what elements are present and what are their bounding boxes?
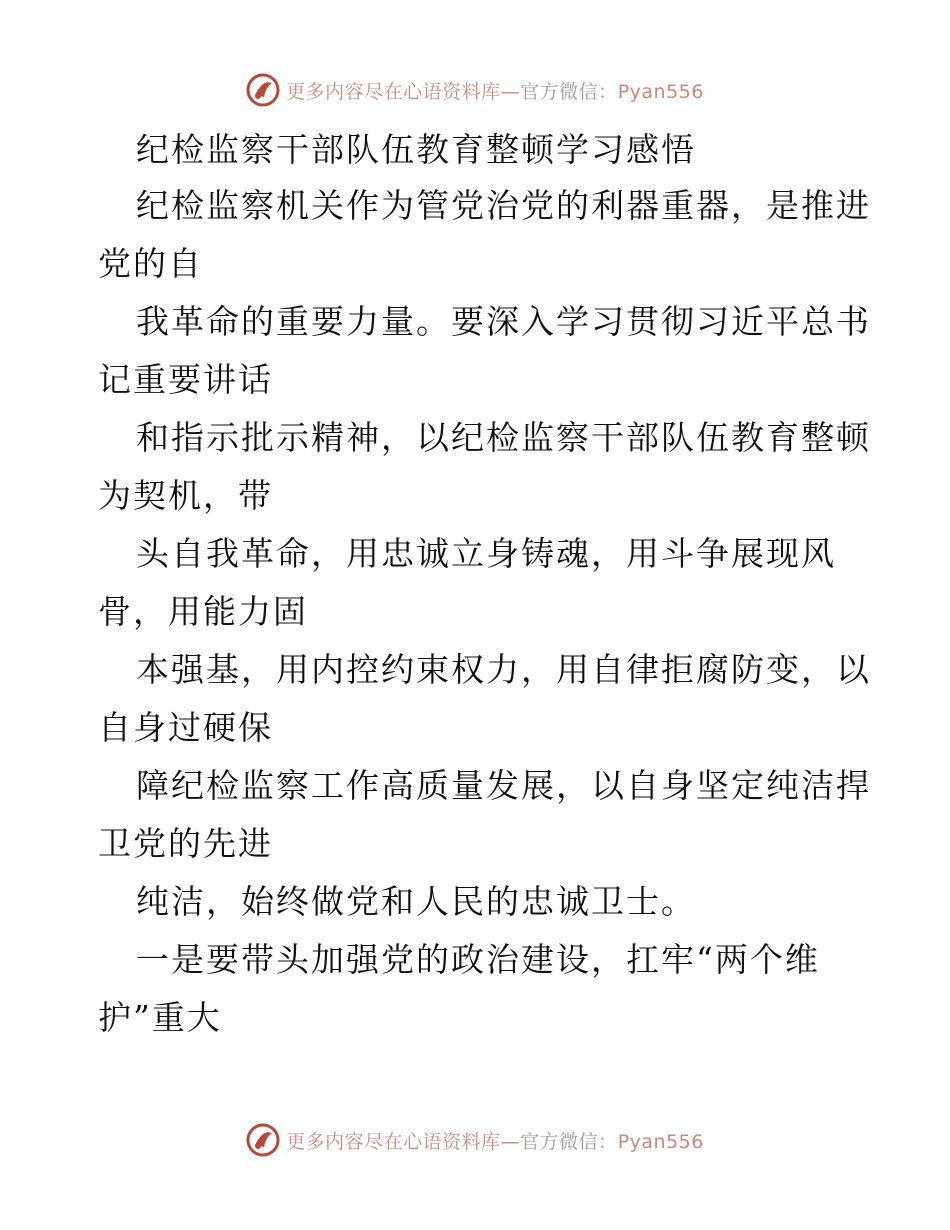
watermark-dash: — [500, 1130, 521, 1153]
doc-line: 头自我革命，用忠诚立身铸魂，用斗争展现风 [136, 534, 836, 573]
doc-line: 记重要讲话 [98, 360, 273, 399]
watermark-handle: Pyan556 [617, 80, 704, 103]
watermark-handle: Pyan556 [617, 1130, 704, 1153]
doc-line: 纪检监察机关作为管党治党的利器重器，是推进 [136, 186, 871, 225]
doc-line: 纯洁，始终做党和人民的忠诚卫士。 [136, 882, 696, 921]
doc-line: 本强基，用内控约束权力，用自律拒腐防变，以 [136, 650, 871, 689]
brand-logo-icon [246, 73, 280, 107]
watermark-text [286, 77, 704, 104]
footer-watermark [0, 1120, 950, 1160]
watermark-label: 官方微信： [520, 1130, 618, 1153]
doc-line: 为契机，带 [98, 476, 273, 515]
doc-line: 护”重大 [98, 998, 222, 1037]
watermark-main: 更多内容尽在心语资料库 [286, 1130, 501, 1153]
watermark-label: 官方微信： [520, 80, 618, 103]
brand-logo-icon [246, 1123, 280, 1157]
watermark-dash: — [500, 80, 521, 103]
watermark-main: 更多内容尽在心语资料库 [286, 80, 501, 103]
doc-line: 卫党的先进 [98, 824, 273, 863]
doc-line: 障纪检监察工作高质量发展，以自身坚定纯洁捍 [136, 766, 871, 805]
doc-line: 党的自 [98, 244, 203, 283]
doc-line: 自身过硬保 [98, 708, 273, 747]
doc-line: 一是要带头加强党的政治建设，扛牢“两个维 [136, 940, 820, 979]
doc-line: 我革命的重要力量。要深入学习贯彻习近平总书 [136, 302, 871, 341]
header-watermark [0, 70, 950, 110]
doc-line: 骨，用能力固 [98, 592, 308, 631]
doc-title: 纪检监察干部队伍教育整顿学习感悟 [136, 130, 696, 169]
doc-line: 和指示批示精神，以纪检监察干部队伍教育整顿 [136, 418, 871, 457]
watermark-text [286, 1127, 704, 1154]
